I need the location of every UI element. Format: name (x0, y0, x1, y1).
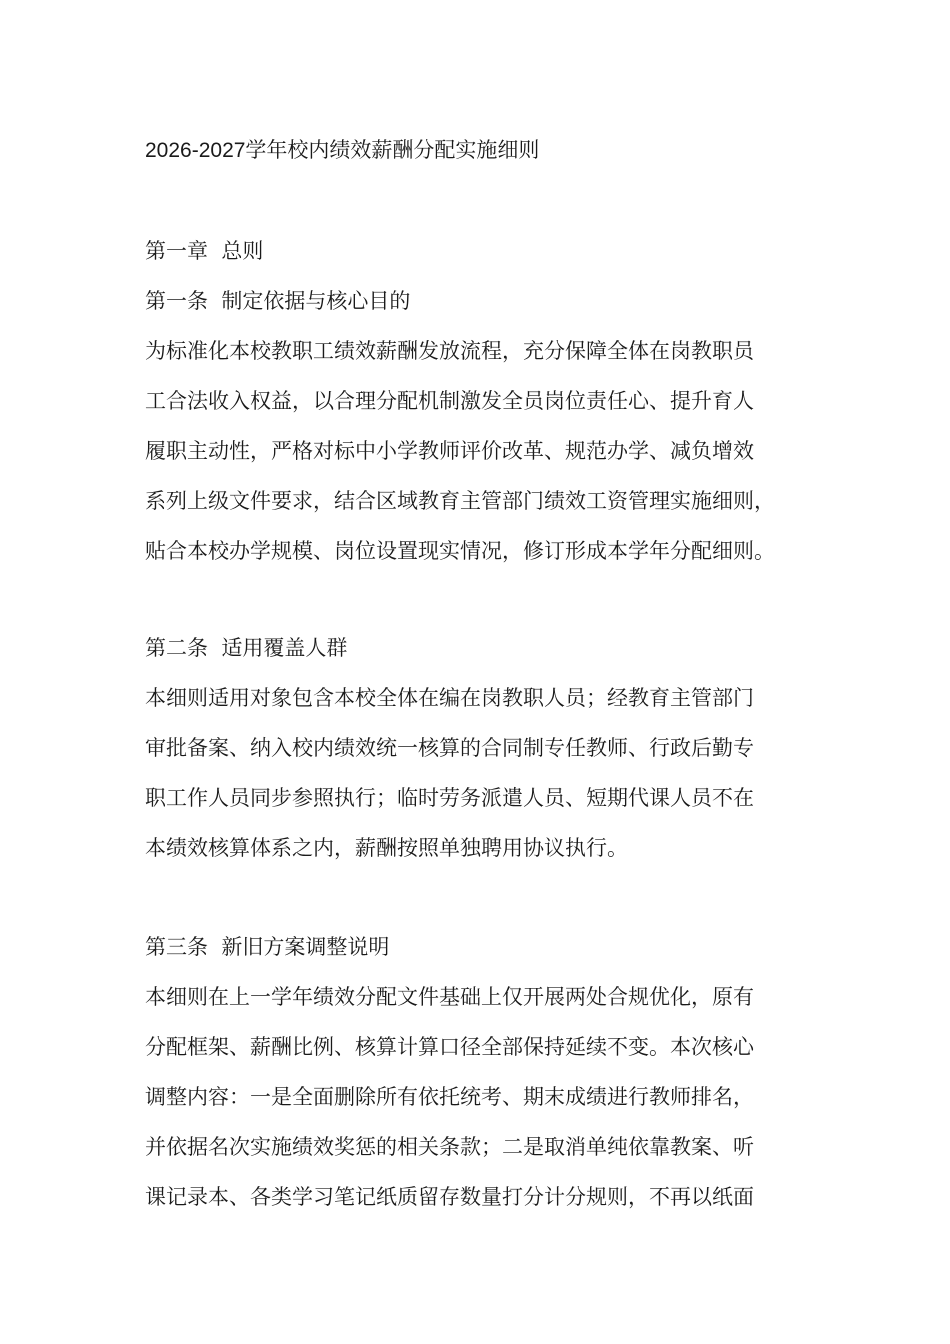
article-3-paragraph (145, 972, 817, 1222)
paragraph-line: 履职主动性，严格对标中小学教师评价改革、规范办学、减负增效 (145, 439, 754, 463)
paragraph-line: 为标准化本校教职工绩效薪酬发放流程，充分保障全体在岗教职员 (145, 339, 754, 363)
document-title: 2026-2027学年校内绩效薪酬分配实施细则 (145, 139, 540, 162)
paragraph-line: 职工作人员同步参照执行；临时劳务派遣人员、短期代课人员不在 (145, 786, 754, 810)
article-1-paragraph (145, 326, 817, 576)
paragraph-line: 并依据名次实施绩效奖惩的相关条款；二是取消单纯依靠教案、听 (145, 1135, 754, 1159)
paragraph-line: 工合法收入权益，以合理分配机制激发全员岗位责任心、提升育人 (145, 389, 754, 413)
paragraph-line: 调整内容：一是全面删除所有依托统考、期末成绩进行教师排名， (145, 1085, 754, 1109)
article-1-heading: 第一条 制定依据与核心目的 (145, 289, 411, 313)
article-3-heading: 第三条 新旧方案调整说明 (145, 935, 390, 959)
paragraph-line: 系列上级文件要求，结合区域教育主管部门绩效工资管理实施细则， (145, 489, 775, 513)
paragraph-line: 本细则适用对象包含本校全体在编在岗教职人员；经教育主管部门 (145, 686, 754, 710)
article-2-heading: 第二条 适用覆盖人群 (145, 636, 348, 660)
paragraph-line: 本绩效核算体系之内，薪酬按照单独聘用协议执行。 (145, 836, 628, 860)
paragraph-line: 课记录本、各类学习笔记纸质留存数量打分计分规则，不再以纸面 (145, 1185, 754, 1209)
paragraph-line: 贴合本校办学规模、岗位设置现实情况，修订形成本学年分配细则。 (145, 539, 775, 563)
article-2-paragraph (145, 673, 817, 873)
paragraph-line: 分配框架、薪酬比例、核算计算口径全部保持延续不变。本次核心 (145, 1035, 754, 1059)
chapter-heading: 第一章 总则 (145, 239, 264, 263)
paragraph-line: 审批备案、纳入校内绩效统一核算的合同制专任教师、行政后勤专 (145, 736, 754, 760)
paragraph-line: 本细则在上一学年绩效分配文件基础上仅开展两处合规优化，原有 (145, 985, 754, 1009)
